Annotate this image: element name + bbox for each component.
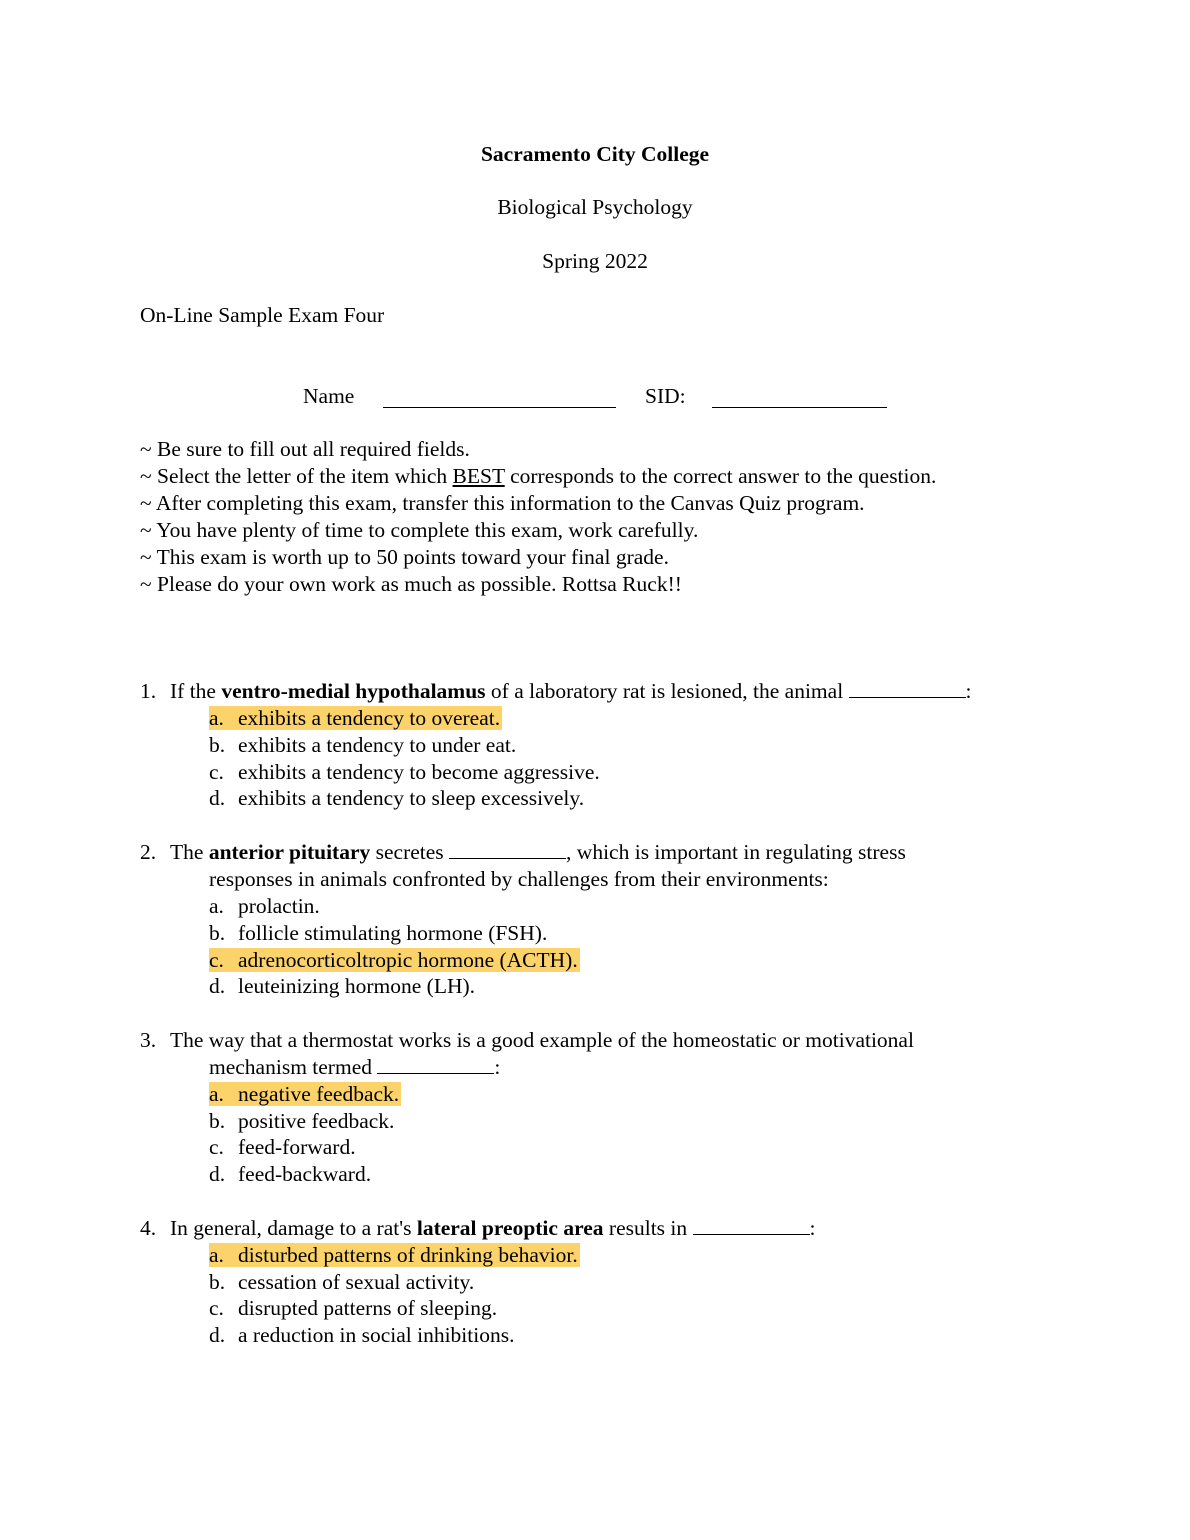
instruction-5: ~ This exam is worth up to 50 points toward your final grade. xyxy=(140,545,669,569)
instruction-2-emphasis: BEST xyxy=(452,464,505,488)
option-text: leuteinizing hormone (LH). xyxy=(238,974,476,998)
instruction-1: ~ Be sure to fill out all required fields. xyxy=(140,437,470,461)
option-letter: d. xyxy=(209,974,226,998)
question-3-stem-continued xyxy=(209,1054,500,1081)
answer-blank xyxy=(849,679,966,698)
option-letter: d. xyxy=(209,1323,226,1347)
option-letter: a. xyxy=(209,706,224,730)
instruction-3: ~ After completing this exam, transfer this information to the Canvas Quiz program. xyxy=(140,491,865,515)
question-text: If the xyxy=(170,679,222,703)
question-number: 4. xyxy=(140,1216,157,1240)
question-1-option-d[interactable] xyxy=(209,785,584,812)
term-title: Spring 2022 xyxy=(542,249,648,273)
question-text: : xyxy=(965,679,972,703)
instruction-6: ~ Please do your own work as much as possible. Rottsa Ruck!! xyxy=(140,572,682,596)
question-1-option-a[interactable] xyxy=(209,705,502,732)
question-key-term: ventro-medial hypothalamus xyxy=(221,679,486,703)
answer-blank xyxy=(377,1055,494,1074)
option-letter: b. xyxy=(209,921,226,945)
option-letter: d. xyxy=(209,786,226,810)
question-3-option-a[interactable] xyxy=(209,1081,401,1108)
question-3-option-c[interactable] xyxy=(209,1134,356,1161)
question-2-option-b[interactable] xyxy=(209,920,547,947)
option-letter: c. xyxy=(209,1135,224,1159)
answer-blank xyxy=(449,840,566,859)
option-letter: b. xyxy=(209,733,226,757)
question-key-term: anterior pituitary xyxy=(208,840,371,864)
question-1-option-c[interactable] xyxy=(209,759,600,786)
answer-blank xyxy=(693,1216,810,1235)
option-text: prolactin. xyxy=(238,894,320,918)
option-text: feed-forward. xyxy=(238,1135,356,1159)
question-4-stem xyxy=(140,1215,816,1242)
option-text: exhibits a tendency to overeat. xyxy=(238,706,501,730)
instruction-4: ~ You have plenty of time to complete this exam, work carefully. xyxy=(140,518,699,542)
sid-blank[interactable] xyxy=(712,389,887,408)
question-key-term: lateral preoptic area xyxy=(416,1216,604,1240)
question-4-option-d[interactable] xyxy=(209,1322,514,1349)
option-text: disrupted patterns of sleeping. xyxy=(238,1296,498,1320)
option-letter: a. xyxy=(209,894,224,918)
option-text: feed-backward. xyxy=(238,1162,372,1186)
course-title: Biological Psychology xyxy=(497,195,693,219)
option-text: negative feedback. xyxy=(238,1082,400,1106)
instruction-2-start: ~ Select the letter of the item which xyxy=(140,464,453,488)
question-number: 3. xyxy=(140,1028,157,1052)
question-2-stem-continued: responses in animals confronted by challenges from their environments: xyxy=(209,867,829,891)
question-text: : xyxy=(809,1216,816,1240)
question-2-option-c[interactable] xyxy=(209,947,580,974)
question-3-stem xyxy=(140,1027,914,1054)
instruction-2-end: corresponds to the correct answer to the question. xyxy=(504,464,937,488)
question-3-option-d[interactable] xyxy=(209,1161,371,1188)
question-4-option-c[interactable] xyxy=(209,1295,497,1322)
question-2-option-d[interactable] xyxy=(209,973,475,1000)
option-text: exhibits a tendency to become aggressive. xyxy=(238,760,600,784)
option-text: cessation of sexual activity. xyxy=(238,1270,475,1294)
question-3-option-b[interactable] xyxy=(209,1108,394,1135)
option-letter: d. xyxy=(209,1162,226,1186)
option-text: exhibits a tendency to under eat. xyxy=(238,733,517,757)
question-4-option-b[interactable] xyxy=(209,1269,474,1296)
option-text: adrenocorticoltropic hormone (ACTH). xyxy=(238,948,578,972)
question-text: mechanism termed xyxy=(209,1055,378,1079)
name-label: Name xyxy=(303,384,355,408)
question-text: of a laboratory rat is lesioned, the animal xyxy=(485,679,849,703)
instruction-2 xyxy=(140,463,936,490)
option-letter: a. xyxy=(209,1082,224,1106)
question-text: results in xyxy=(603,1216,693,1240)
option-letter: c. xyxy=(209,760,224,784)
option-letter: c. xyxy=(209,948,224,972)
question-number: 2. xyxy=(140,840,157,864)
college-title: Sacramento City College xyxy=(480,142,710,166)
question-1-stem xyxy=(140,678,972,705)
question-number: 1. xyxy=(140,679,157,703)
option-letter: b. xyxy=(209,1270,226,1294)
question-2-option-a[interactable] xyxy=(209,893,320,920)
question-text: The xyxy=(170,840,209,864)
option-text: exhibits a tendency to sleep excessively. xyxy=(238,786,585,810)
question-text: , which is important in regulating stress xyxy=(566,840,906,864)
exam-title: On-Line Sample Exam Four xyxy=(140,303,385,327)
option-text: positive feedback. xyxy=(238,1109,395,1133)
question-text: : xyxy=(494,1055,501,1079)
option-text: disturbed patterns of drinking behavior. xyxy=(238,1243,578,1267)
question-2-stem xyxy=(140,839,906,866)
name-blank[interactable] xyxy=(383,389,616,408)
question-text: The way that a thermostat works is a good example of the homeostatic or motivational xyxy=(170,1028,914,1052)
option-letter: c. xyxy=(209,1296,224,1320)
option-letter: b. xyxy=(209,1109,226,1133)
question-text: In general, damage to a rat's xyxy=(170,1216,417,1240)
question-text: secretes xyxy=(370,840,450,864)
question-4-option-a[interactable] xyxy=(209,1242,580,1269)
question-1-option-b[interactable] xyxy=(209,732,516,759)
option-text: a reduction in social inhibitions. xyxy=(238,1323,515,1347)
sid-label: SID: xyxy=(645,384,686,408)
option-text: follicle stimulating hormone (FSH). xyxy=(238,921,548,945)
option-letter: a. xyxy=(209,1243,224,1267)
